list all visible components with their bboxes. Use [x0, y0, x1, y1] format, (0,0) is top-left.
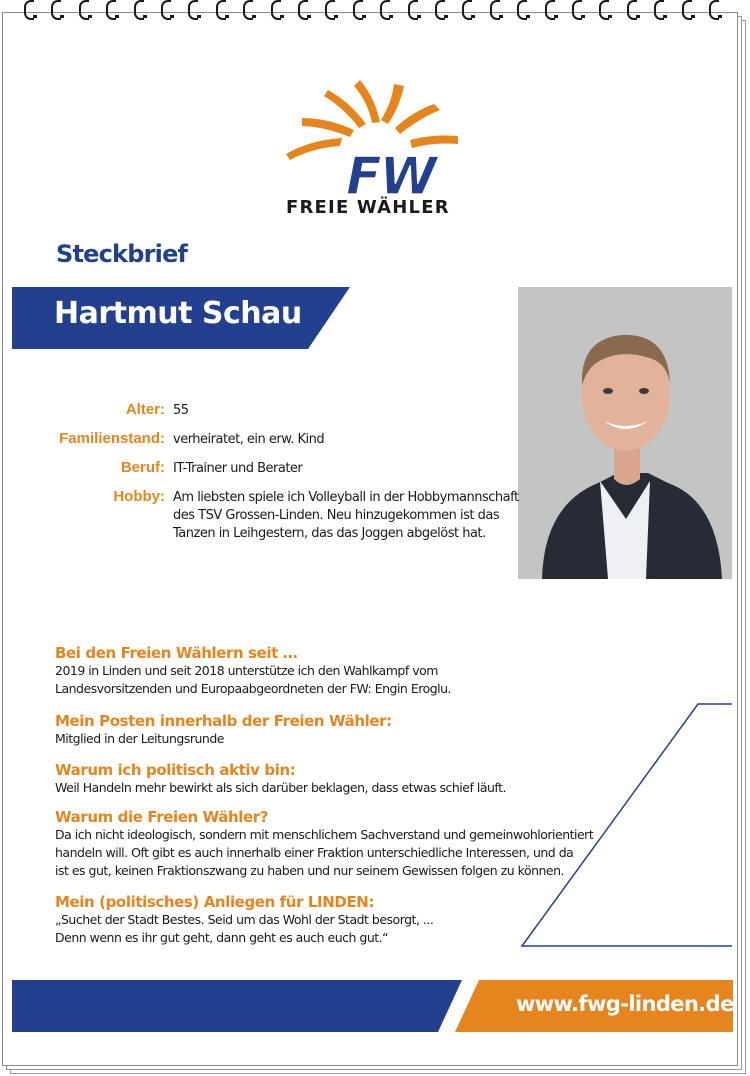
- spiral-ring: [188, 0, 198, 20]
- answer-line: Weil Handeln mehr bewirkt als sich darüber beklagen, dass etwas schief läuft.: [55, 780, 506, 795]
- question-heading: Mein (politisches) Anliegen für LINDEN:: [55, 893, 375, 911]
- answer-line: Da ich nicht ideologisch, sondern mit menschlichem Sachverstand und gemeinwohlorientiert: [55, 827, 594, 842]
- spiral-ring: [51, 0, 61, 20]
- spiral-ring: [24, 0, 34, 20]
- answer-line: handeln will. Oft gibt es auch innerhalb einer Fraktion unterschiedliche Interessen, und da: [55, 845, 574, 860]
- spiral-ring: [216, 0, 226, 20]
- spiral-ring: [682, 0, 692, 20]
- question-heading: Mein Posten innerhalb der Freien Wähler:: [55, 712, 392, 730]
- spiral-ring: [161, 0, 171, 20]
- question-heading: Bei den Freien Wählern seit …: [55, 644, 298, 662]
- spiral-ring: [462, 0, 472, 20]
- age-value: 55: [173, 403, 189, 418]
- spiral-ring: [627, 0, 637, 20]
- age-label: Alter:: [125, 401, 165, 418]
- question-heading: Warum ich politisch aktiv bin:: [55, 761, 296, 779]
- profession-value: IT-Trainer und Berater: [173, 461, 303, 476]
- decorative-parallelogram: [520, 700, 740, 950]
- portrait-photo: [518, 287, 732, 579]
- family-status-label: Familienstand:: [59, 430, 165, 447]
- logo-name: FREIE WÄHLER: [286, 197, 450, 218]
- website-link[interactable]: www.fwg-linden.de: [516, 992, 734, 1016]
- qa-position: [55, 712, 555, 748]
- spiral-ring: [271, 0, 281, 20]
- answer-line: Landesvorsitzenden und Europaabgeordneten der FW: Engin Eroglu.: [55, 681, 452, 696]
- qa-why-fw: [55, 808, 594, 880]
- footer-blue-band: [12, 980, 462, 1032]
- person-name: Hartmut Schau: [54, 296, 302, 331]
- qa-member-since: [55, 644, 555, 698]
- fw-wordmark: FW: [346, 147, 435, 207]
- question-heading: Warum die Freien Wähler?: [55, 808, 269, 826]
- answer-line: 2019 in Linden und seit 2018 unterstütze ich den Wahlkampf vom: [55, 663, 438, 678]
- spiral-ring: [134, 0, 144, 20]
- spiral-ring: [599, 0, 609, 20]
- spiral-ring: [298, 0, 308, 20]
- qa-why-active: [55, 761, 555, 797]
- answer-line: Denn wenn es ihr gut geht, dann geht es auch euch gut.“: [55, 930, 389, 945]
- spiral-ring: [325, 0, 335, 20]
- spiral-ring: [572, 0, 582, 20]
- family-status-value: verheiratet, ein erw. Kind: [173, 432, 325, 447]
- spiral-ring: [654, 0, 664, 20]
- spiral-ring: [243, 0, 253, 20]
- hobby-line: Am liebsten spiele ich Volleyball in der Hobbymannschaft: [173, 490, 519, 505]
- spiral-ring: [106, 0, 116, 20]
- hobby-value: [173, 489, 519, 543]
- spiral-ring: [435, 0, 445, 20]
- answer-line: ist es gut, keinen Fraktionszwang zu haben und nur seinem Gewissen folgen zu können.: [55, 863, 565, 878]
- spiral-ring: [490, 0, 500, 20]
- spiral-ring: [517, 0, 527, 20]
- spiral-ring: [709, 0, 719, 20]
- spiral-ring: [545, 0, 555, 20]
- profession-label: Beruf:: [120, 459, 165, 476]
- qa-concern-linden: [55, 893, 555, 947]
- answer-line: „Suchet der Stadt Bestes. Seid um das Wohl der Stadt besorgt, ...: [55, 912, 434, 927]
- spiral-binding: [24, 0, 734, 24]
- answer-line: Mitglied in der Leitungsrunde: [55, 731, 224, 746]
- hobby-line: Tanzen in Leihgestern, das das Joggen abgelöst hat.: [173, 526, 486, 541]
- hobby-line: des TSV Grossen-Linden. Neu hinzugekommen ist das: [173, 508, 500, 523]
- spiral-ring: [380, 0, 390, 20]
- hobby-label: Hobby:: [113, 488, 165, 505]
- section-title: Steckbrief: [56, 240, 188, 268]
- spiral-ring: [408, 0, 418, 20]
- spiral-ring: [79, 0, 89, 20]
- spiral-ring: [353, 0, 363, 20]
